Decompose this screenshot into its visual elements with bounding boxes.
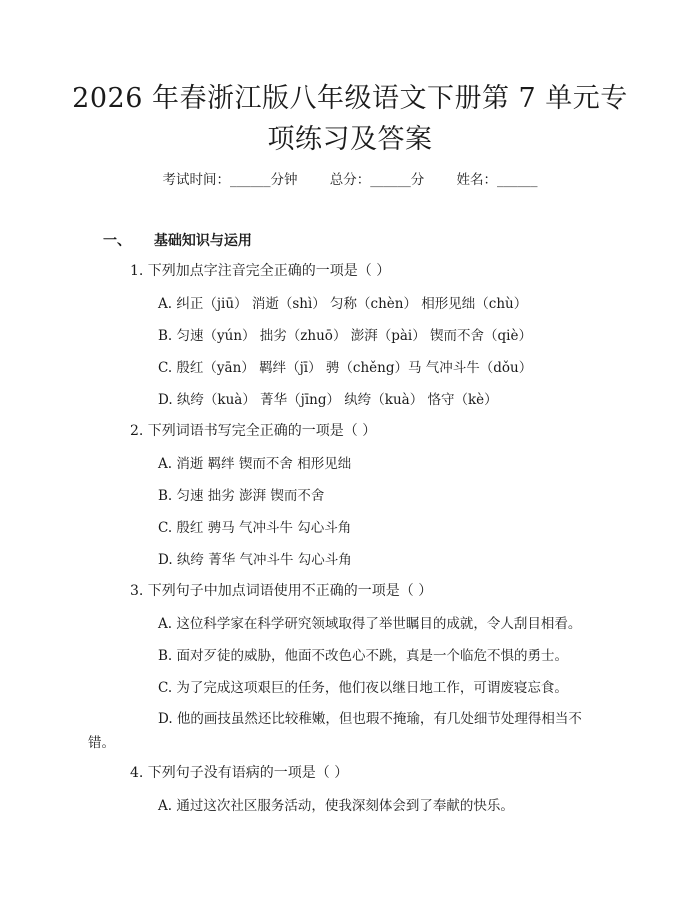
exam-score: 总分：______分 bbox=[329, 172, 425, 188]
question-2-option-c: C. 殷红 骋马 气冲斗牛 勾心斗角 bbox=[158, 520, 352, 536]
document-title bbox=[60, 78, 640, 160]
question-2-option-d: D. 纨绔 菁华 气冲斗牛 勾心斗角 bbox=[158, 552, 352, 568]
question-4-stem: 4. 下列句子没有语病的一项是（ ） bbox=[130, 765, 349, 781]
question-2-stem: 2. 下列词语书写完全正确的一项是（ ） bbox=[130, 423, 377, 439]
question-3-option-d: D. 他的画技虽然还比较稚嫩，但也瑕不掩瑜，有几处细节处理得相当不错。 bbox=[88, 711, 582, 751]
title-line-1: 2026 年春浙江版八年级语文下册第 7 单元专 bbox=[72, 83, 628, 114]
question-1-option-a: A. 纠正（jiū） 消逝（shì） 匀称（chèn） 相形见绌（chù） bbox=[158, 296, 528, 312]
question-1-option-d: D. 纨绔（kuà） 菁华（jīng） 纨绔（kuà） 恪守（kè） bbox=[158, 392, 498, 408]
question-2-option-b: B. 匀速 拙劣 澎湃 锲而不舍 bbox=[158, 488, 325, 504]
question-4-option-a: A. 通过这次社区服务活动，使我深刻体会到了奉献的快乐。 bbox=[158, 798, 514, 814]
title-line-2: 项练习及答案 bbox=[267, 124, 433, 155]
section-number: 一、 bbox=[103, 233, 131, 249]
section-heading bbox=[103, 230, 252, 250]
question-3-stem: 3. 下列句子中加点词语使用不正确的一项是（ ） bbox=[130, 583, 433, 599]
question-1-stem: 1. 下列加点字注音完全正确的一项是（ ） bbox=[130, 263, 391, 279]
question-3-option-b: B. 面对歹徒的威胁，他面不改色心不跳，真是一个临危不惧的勇士。 bbox=[158, 648, 569, 664]
exam-meta bbox=[0, 168, 700, 188]
question-3-option-a: A. 这位科学家在科学研究领域取得了举世瞩目的成就，令人刮目相看。 bbox=[158, 616, 582, 632]
section-title: 基础知识与运用 bbox=[153, 233, 252, 249]
student-name: 姓名：______ bbox=[456, 172, 538, 188]
question-2-option-a: A. 消逝 羁绊 锲而不舍 相形见绌 bbox=[158, 456, 352, 472]
question-1-option-b: B. 匀速（yún） 拙劣（zhuō） 澎湃（pài） 锲而不舍（qiè） bbox=[158, 328, 532, 344]
question-1-option-c: C. 殷红（yān） 羁绊（jī） 骋（chěng）马 气冲斗牛（dǒu） bbox=[158, 360, 533, 376]
exam-time: 考试时间：______分钟 bbox=[162, 172, 298, 188]
question-3-option-c: C. 为了完成这项艰巨的任务，他们夜以继日地工作，可谓废寝忘食。 bbox=[158, 680, 568, 696]
